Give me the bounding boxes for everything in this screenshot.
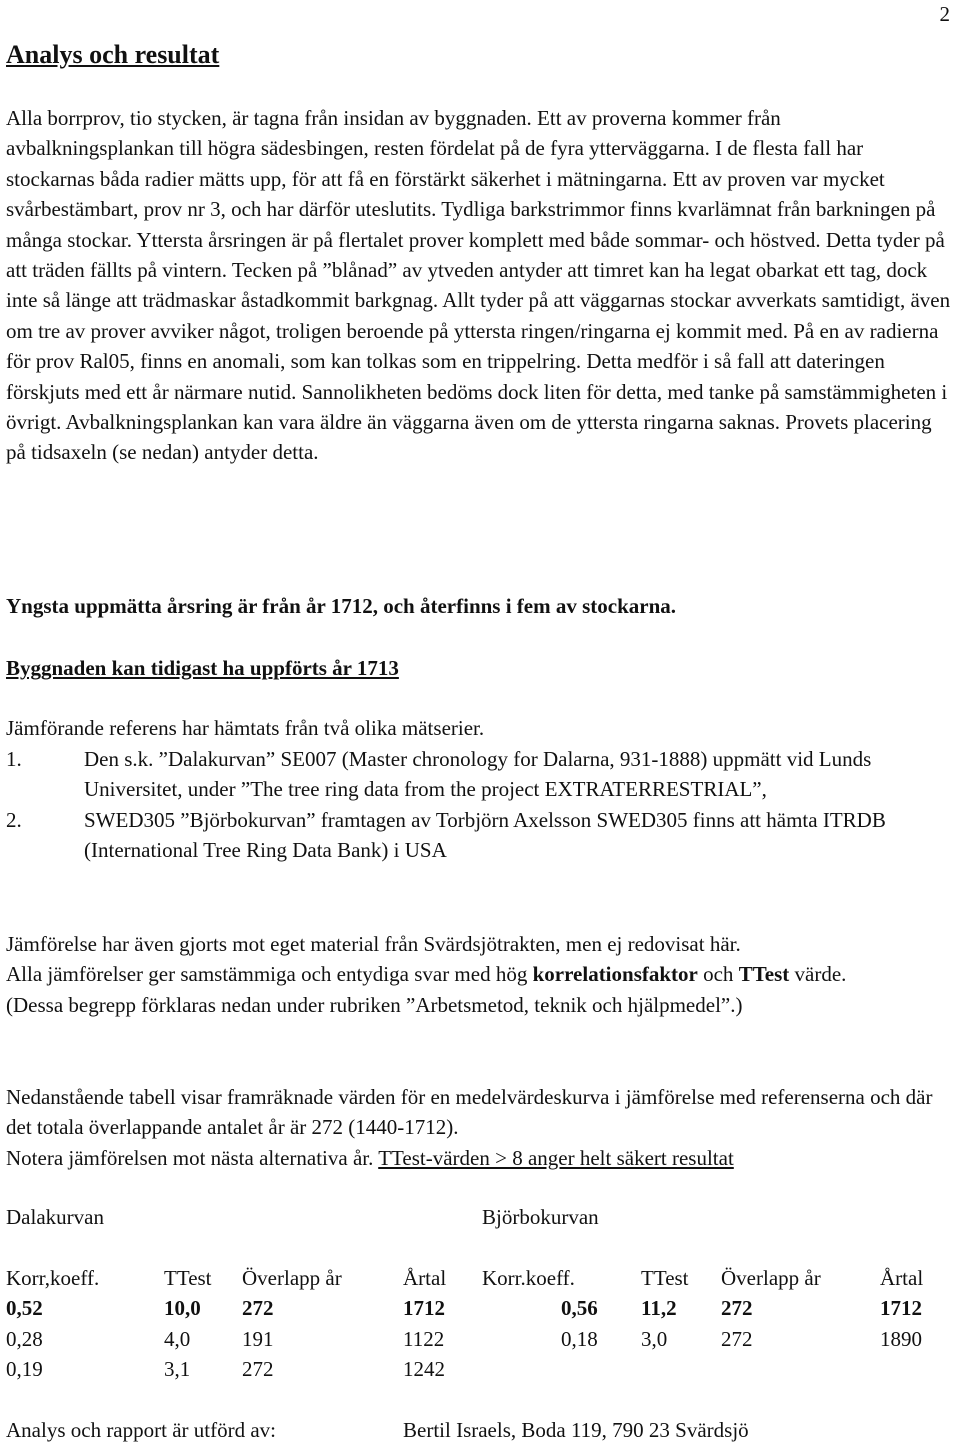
comparison-line-3: (Dessa begrepp förklaras nedan under rubriken ”Arbetsmetod, teknik och hjälpmedel”.) xyxy=(6,992,743,1017)
reference-item xyxy=(6,805,951,866)
comparison-line-2 xyxy=(6,959,951,989)
reference-text: SWED305 ”Björbokurvan” framtagen av Torbjörn Axelsson SWED305 finns att hämta ITRDB (International Tree Ring Data Bank) i USA xyxy=(84,807,886,863)
bjorbo-cell: 272 xyxy=(721,1327,753,1351)
dala-header-overlap: Överlapp år xyxy=(242,1266,342,1290)
page-number: 2 xyxy=(939,2,950,26)
reference-intro: Jämförande referens har hämtats från två olika mätserier. xyxy=(6,716,485,740)
bjorbo-header-year: Årtal xyxy=(880,1266,924,1290)
youngest-ring-statement: Yngsta uppmätta årsring är från år 1712, och återfinns i fem av stockarna. xyxy=(6,594,677,618)
bjorbo-cell: 11,2 xyxy=(641,1296,677,1320)
footer-label: Analys och rapport är utförd av: xyxy=(6,1418,276,1442)
dala-cell: 0,19 xyxy=(6,1357,43,1381)
dala-cell: 1712 xyxy=(403,1296,445,1320)
bjorbo-header-overlap: Överlapp år xyxy=(721,1266,821,1290)
reference-list xyxy=(6,744,951,866)
korrelationsfaktor-term: korrelationsfaktor xyxy=(532,962,698,987)
dala-heading: Dalakurvan xyxy=(6,1205,104,1229)
analysis-paragraph: Alla borrprov, tio stycken, är tagna från insidan av byggnaden. Ett av proverna kommer från avbalkningsplankan till högra sädesbingen, resten fördelat på de fyra ytterväggarna. I de flesta fall har stockarnas båda radier mätts upp, för att få en förstärkt säkerhet i mätningarna. Ett av proven var mycket svårbestämbart, prov nr 3, och har därför uteslutits. Tydliga barkstrimmor finns kvarlämnat från barkningen på många stockar. Yttersta årsringen är på flertalet prover komplett med både sommar- och höstved. Detta tyder på att träden fällts på vintern. Tecken på ”blånad” av ytveden antyder att timret kan ha legat obarkat ett tag, dock inte så länge att trädmaskar åstadkommit barkgnag. Allt tyder på att väggarnas stockar avverkats samtidigt, även om tre av prover avviker något, troligen beroende på yttersta ringen/ringarna ej kommit med. På en av radierna för prov Ral05, finns en anomali, som kan tolkas som en trippelring. Detta medför i så fall att dateringen förskjuts med ett år närmare nutid. Sannolikheten bedöms dock liten för detta, med tanke på samstämmigheten i övrigt. Avbalkningsplankan kan vara äldre än väggarna även om de yttersta ringarna saknas. Provets placering på tidsaxeln (se nedan) antyder detta. xyxy=(6,106,951,465)
dala-cell: 10,0 xyxy=(164,1296,201,1320)
comparison-line-1: Jämförelse har även gjorts mot eget material från Svärdsjötrakten, men ej redovisat här. xyxy=(6,932,741,956)
bjorbo-heading: Björbokurvan xyxy=(482,1205,599,1229)
dala-cell: 3,1 xyxy=(164,1357,191,1381)
bjorbo-cell: 0,56 xyxy=(561,1296,598,1320)
dala-cell: 272 xyxy=(242,1296,274,1320)
dala-cell: 1122 xyxy=(403,1327,445,1351)
dala-cell: 191 xyxy=(242,1327,274,1351)
dala-cell: 272 xyxy=(242,1357,274,1381)
bjorbo-cell: 3,0 xyxy=(641,1327,668,1351)
footer-author: Bertil Israels, Boda 119, 790 23 Svärdsjö xyxy=(403,1418,749,1442)
table-intro-text: Nedanstående tabell visar framräknade värden för en medelvärdeskurva i jämförelse med referenserna och där det totala överlappande antalet år är 272 (1440-1712). xyxy=(6,1085,933,1140)
comparison-text: Alla jämförelser ger samstämmiga och entydiga svar med hög xyxy=(6,962,533,987)
bjorbo-header-ttest: TTest xyxy=(641,1266,689,1290)
bjorbo-cell: 272 xyxy=(721,1296,753,1320)
section-title: Analys och resultat xyxy=(6,40,220,69)
dala-cell: 0,52 xyxy=(6,1296,43,1320)
earliest-build-statement: Byggnaden kan tidigast ha uppförts år 1713 xyxy=(6,656,399,680)
reference-number: 2. xyxy=(6,807,22,832)
ttest-threshold-note: TTest-värden > 8 anger helt säkert resultat xyxy=(378,1145,734,1170)
comparison-text: värde. xyxy=(789,962,847,987)
reference-item xyxy=(6,744,951,805)
bjorbo-header-korr: Korr.koeff. xyxy=(482,1266,575,1290)
dala-header-ttest: TTest xyxy=(164,1266,212,1290)
dala-cell: 4,0 xyxy=(164,1327,191,1351)
dala-cell: 0,28 xyxy=(6,1327,43,1351)
reference-text: Den s.k. ”Dalakurvan” SE007 (Master chronology for Dalarna, 931-1888) uppmätt vid Lunds Universitet, under ”The tree ring data from the project EXTRATERRESTRIAL”, xyxy=(84,747,872,802)
comparison-paragraph xyxy=(6,929,951,1020)
table-note: Notera jämförelsen mot nästa alternativa år. xyxy=(6,1145,379,1170)
dala-cell: 1242 xyxy=(403,1357,445,1381)
ttest-term: TTest xyxy=(738,962,790,987)
bjorbo-cell: 1712 xyxy=(880,1296,922,1320)
bjorbo-cell: 1890 xyxy=(880,1327,922,1351)
comparison-text: och xyxy=(697,962,739,987)
dala-header-korr: Korr,koeff. xyxy=(6,1266,100,1290)
dala-header-year: Årtal xyxy=(403,1266,447,1290)
bjorbo-cell: 0,18 xyxy=(561,1327,598,1351)
table-intro-paragraph xyxy=(6,1082,951,1173)
reference-number: 1. xyxy=(6,747,22,771)
